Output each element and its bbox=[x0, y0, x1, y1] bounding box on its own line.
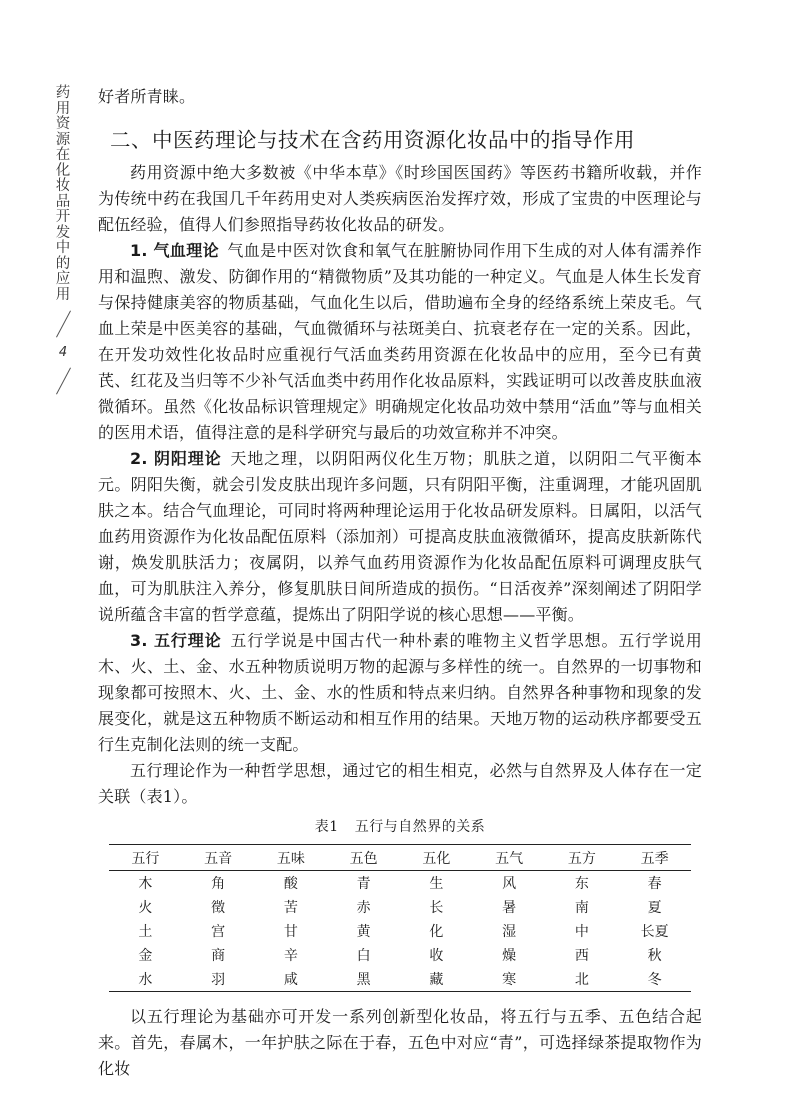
header-cell: 五气 bbox=[495, 850, 524, 867]
table-caption bbox=[98, 816, 702, 836]
header-cell: 五方 bbox=[567, 850, 596, 867]
qixue-term: 1. 气血理论 bbox=[130, 241, 220, 260]
table-cell: 风 bbox=[502, 876, 517, 892]
table-cell: 苦 bbox=[283, 900, 298, 916]
page-number: 4 bbox=[58, 345, 68, 360]
header-cell: 五味 bbox=[276, 850, 305, 867]
table-cell: 白 bbox=[356, 948, 371, 964]
table-cell: 西 bbox=[574, 948, 589, 964]
table-cell: 冬 bbox=[647, 972, 662, 988]
divider-line bbox=[56, 311, 71, 338]
table-cell: 金 bbox=[138, 948, 153, 964]
header-cell: 五音 bbox=[204, 850, 233, 867]
header-cell: 五季 bbox=[640, 850, 669, 867]
table-row bbox=[109, 967, 691, 992]
wuxing-paragraph-2: 五行理论作为一种哲学思想，通过它的相生相克，必然与自然界及人体存在一定关联（表1）。 bbox=[98, 761, 702, 806]
table-cell: 土 bbox=[138, 924, 153, 940]
qixue-paragraph bbox=[98, 238, 702, 446]
table-cell: 东 bbox=[574, 876, 589, 892]
book-title: 药用资源在化妆品开发中的应用 bbox=[55, 85, 71, 303]
page-body bbox=[98, 84, 702, 1082]
table-header-row bbox=[109, 845, 691, 871]
table-cell: 长 bbox=[429, 900, 444, 916]
yinyang-paragraph bbox=[98, 446, 702, 628]
section-title: 二、中医药理论与技术在含药用资源化妆品中的指导作用 bbox=[110, 128, 635, 152]
wuxing-term: 3. 五行理论 bbox=[130, 631, 222, 650]
table-cell: 化 bbox=[429, 924, 444, 940]
divider-line bbox=[56, 368, 71, 395]
table-cell: 暑 bbox=[502, 900, 517, 916]
header-cell: 五化 bbox=[422, 850, 451, 867]
running-head bbox=[52, 86, 74, 402]
table-cell: 甘 bbox=[283, 924, 298, 940]
yinyang-text: 天地之理，以阴阳两仪化生万物；肌肤之道，以阴阳二气平衡本元。阴阳失衡，就会引发皮肤出现许多问题，只有阴阳平衡，注重调理，才能巩固肌肤之本。结合气血理论，可同时将两种理论运用于化妆品研发原料。日属阳，以活气血药用资源作为化妆品配伍原料（添加剂）可提高皮肤血液微循环，提高皮肤新陈代谢，焕发肌肤活力；夜属阴，以养气血药用资源作为化妆品配伍原料可调理皮肤气血，可为肌肤注入养分，修复肌肤日间所造成的损伤。“日活夜养”深刻阐述了阴阳学说所蕴含丰富的哲学意蕴，提炼出了阴阳学说的核心思想——平衡。 bbox=[98, 449, 702, 624]
table-cell: 生 bbox=[429, 876, 444, 892]
table-caption-title: 五行与自然界的关系 bbox=[354, 819, 486, 835]
table-cell: 火 bbox=[138, 900, 153, 916]
table-cell: 北 bbox=[574, 972, 589, 988]
table-cell: 赤 bbox=[356, 900, 371, 916]
table-cell: 羽 bbox=[211, 972, 226, 988]
table-cell: 燥 bbox=[502, 948, 517, 964]
table-cell: 秋 bbox=[647, 948, 662, 964]
table-cell: 徵 bbox=[211, 900, 226, 916]
table-cell: 水 bbox=[138, 972, 153, 988]
closing-paragraph: 以五行理论为基础亦可开发一系列创新型化妆品，将五行与五季、五色结合起来。首先，春属木，一年护肤之际在于春，五色中对应“青”，可选择绿茶提取物作为化妆 bbox=[98, 1007, 702, 1078]
table-cell: 宫 bbox=[211, 924, 226, 940]
table-caption-number: 表1 bbox=[314, 819, 339, 835]
table-cell: 春 bbox=[647, 876, 662, 892]
table-cell: 寒 bbox=[502, 972, 517, 988]
table-cell: 辛 bbox=[283, 948, 298, 964]
table-cell: 湿 bbox=[502, 924, 517, 940]
table-cell: 中 bbox=[574, 924, 589, 940]
table-row bbox=[109, 871, 691, 896]
table-cell: 商 bbox=[211, 948, 226, 964]
intro-paragraph: 药用资源中绝大多数被《中华本草》《时珍国医国药》等医药书籍所收载，并作为传统中药在我国几千年药用史对人类疾病医治发挥疗效，形成了宝贵的中医理论与配伍经验，值得人们参照指导药妆化妆品的研发。 bbox=[98, 163, 702, 234]
table-cell: 收 bbox=[429, 948, 444, 964]
wuxing-text: 五行学说是中国古代一种朴素的唯物主义哲学思想。五行学说用木、火、土、金、水五种物质说明万物的起源与多样性的统一。自然界的一切事物和现象都可按照木、火、土、金、水的性质和特点来归纳。自然界各种事物和现象的发展变化，就是这五种物质不断运动和相互作用的结果。天地万物的运动秩序都要受五行生克制化法则的统一支配。 bbox=[98, 631, 702, 754]
table-cell: 酸 bbox=[283, 876, 298, 892]
header-cell: 五行 bbox=[131, 850, 160, 867]
table-cell: 角 bbox=[211, 876, 226, 892]
table-cell: 南 bbox=[574, 900, 589, 916]
yinyang-term: 2. 阴阳理论 bbox=[130, 449, 222, 468]
table-cell: 咸 bbox=[283, 972, 298, 988]
header-cell: 五色 bbox=[349, 850, 378, 867]
table-row bbox=[109, 943, 691, 967]
table-cell: 藏 bbox=[429, 972, 444, 988]
table-cell: 木 bbox=[138, 876, 153, 892]
qixue-text: 气血是中医对饮食和氧气在脏腑协同作用下生成的对人体有濡养作用和温煦、激发、防御作用的“精微物质”及其功能的一种定义。气血是人体生长发育与保持健康美容的物质基础，气血化生以后，借助遍布全身的经络系统上荣皮毛。气血上荣是中医美容的基础，气血微循环与祛斑美白、抗衰老存在一定的关系。因此，在开发功效性化妆品时应重视行气活血类药用资源在化妆品中的应用，至今已有黄芪、红花及当归等不少补气活血类中药用作化妆品原料，实践证明可以改善皮肤血液微循环。虽然《化妆品标识管理规定》明确规定化妆品功效中禁用“活血”等与血相关的医用术语，值得注意的是科学研究与最后的功效宣称并不冲突。 bbox=[98, 241, 702, 442]
table-cell: 长夏 bbox=[640, 924, 669, 940]
five-elements-table bbox=[109, 844, 691, 992]
table-cell: 黑 bbox=[356, 972, 371, 988]
wuxing-paragraph bbox=[98, 628, 702, 758]
table-row bbox=[109, 895, 691, 919]
table-cell: 青 bbox=[356, 876, 371, 892]
table-cell: 黄 bbox=[356, 924, 371, 940]
table-row bbox=[109, 919, 691, 943]
lead-line: 好者所青睐。 bbox=[98, 87, 196, 106]
table-cell: 夏 bbox=[647, 900, 662, 916]
